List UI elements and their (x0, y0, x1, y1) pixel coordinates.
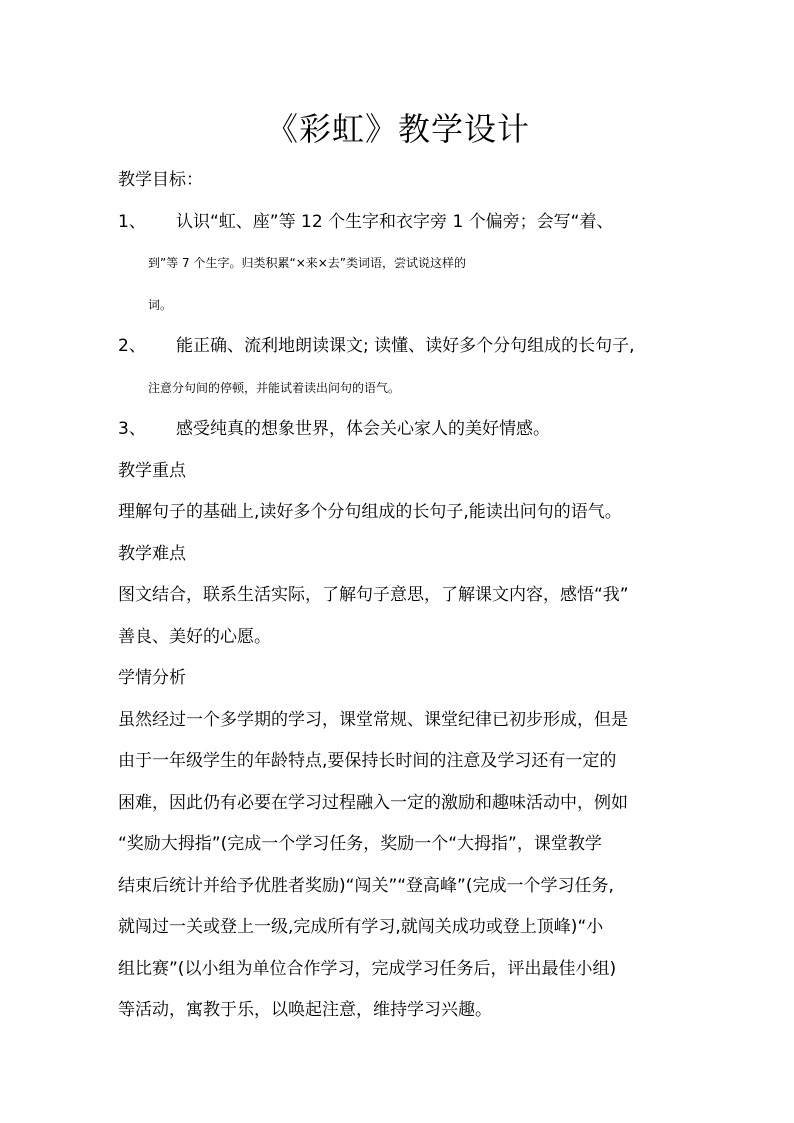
objective-line: 能正确、流利地朗读课文; 读懂、读好多个分句组成的长句子, (176, 336, 635, 356)
objective-line: 认识“虹、座”等 12 个生字和衣字旁 1 个偏旁；会写“着、 (176, 211, 614, 232)
objective-item-3 (118, 409, 678, 451)
key-points-line: 理解句子的基础上,读好多个分句组成的长句子,能读出问句的语气。 (118, 502, 622, 522)
difficulties-line: 善良、美好的心愿。 (118, 626, 271, 647)
objective-number: 1、 (118, 211, 146, 232)
analysis-line: 虽然经过一个多学期的学习，课堂常规、课堂纪律已初步形成，但是 (118, 709, 628, 730)
objective-item-2 (118, 326, 678, 368)
objective-line: 感受纯真的想象世界，体会关心家人的美好情感。 (176, 419, 550, 439)
objectives-heading: 教学目标： (118, 170, 203, 190)
objective-line: 到”等 7 个生字。归类积累“×来×去”类词语，尝试说这样的 (148, 256, 467, 270)
analysis-line: 困难，因此仍有必要在学习过程融入一定的激励和趣味活动中，例如 (118, 792, 628, 813)
objective-number: 2、 (118, 336, 146, 356)
objective-line: 注意分句间的停顿，并能试着读出问句的语气。 (148, 380, 401, 395)
analysis-line: 结束后统计并给予优胜者奖励)“闯关”“登高峰”(完成一个学习任务, (118, 875, 614, 896)
analysis-line: 由于一年级学生的年龄特点,要保持长时间的注意及学习还有一定的 (118, 751, 617, 771)
difficulties-heading: 教学难点 (118, 543, 186, 564)
key-points-heading: 教学重点 (118, 460, 186, 481)
document-body (118, 160, 678, 1032)
document-title: 《彩虹》教学设计 (265, 110, 530, 148)
analysis-line: 就闯过一关或登上一级,完成所有学习,就闯关成功或登上顶峰)“小 (118, 917, 604, 937)
analysis-line: 组比赛”(以小组为单位合作学习，完成学习任务后，评出最佳小组) (118, 958, 617, 979)
analysis-line: 等活动，寓教于乐，以唤起注意，维持学习兴趣。 (118, 1000, 492, 1020)
analysis-heading: 学情分析 (118, 668, 186, 688)
objective-item-1 (118, 202, 678, 244)
analysis-line: “奖励大拇指”(完成一个学习任务，奖励一个“大拇指”，课堂教学 (118, 834, 602, 854)
difficulties-line: 图文结合，联系生活实际，了解句子意思，了解课文内容，感悟“我” (118, 585, 629, 605)
objective-line: 词。 (148, 297, 173, 312)
objective-number: 3、 (118, 419, 146, 439)
